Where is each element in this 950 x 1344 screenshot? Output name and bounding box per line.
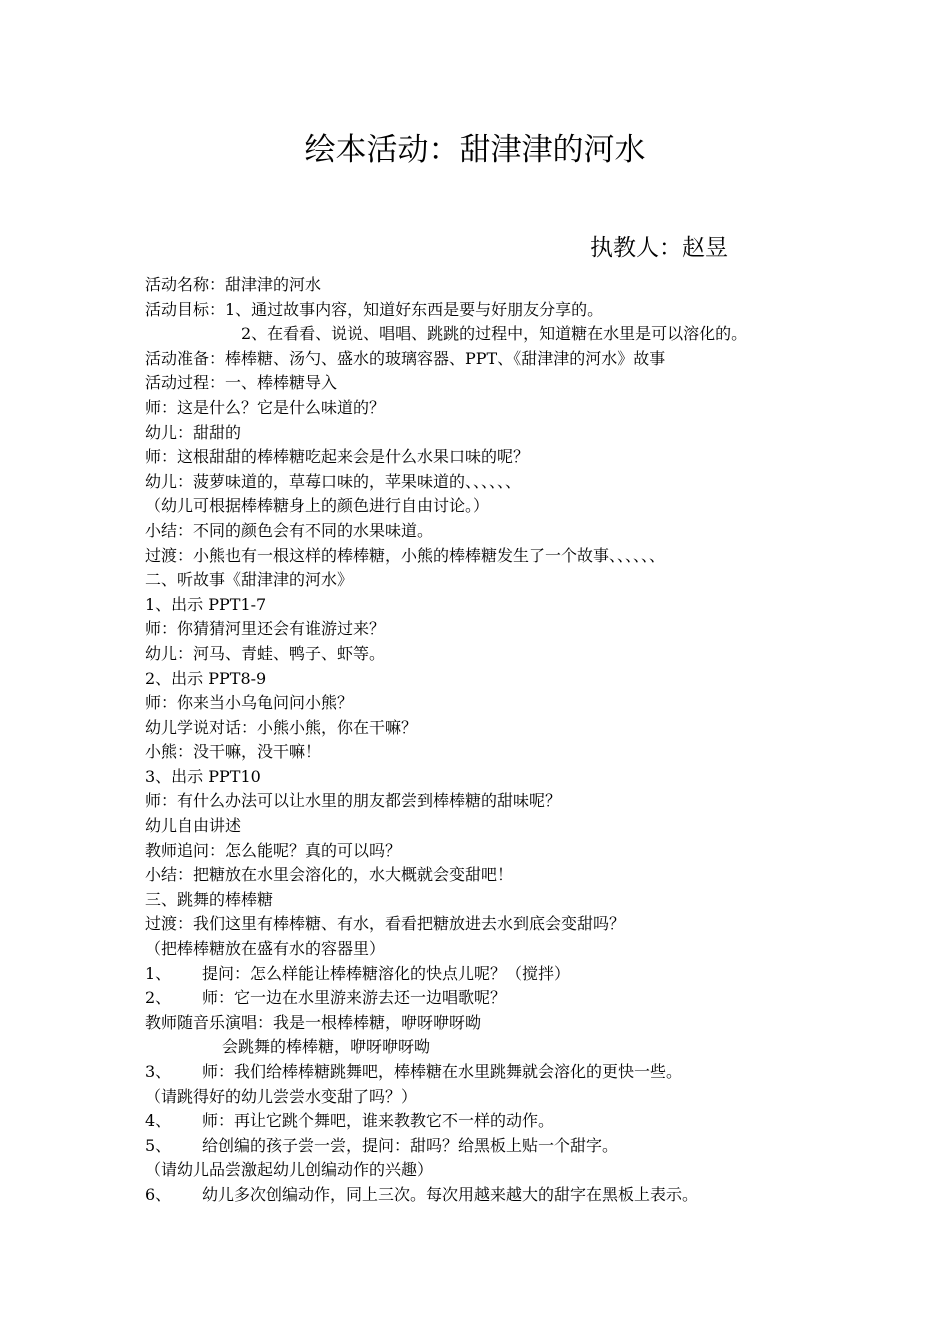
text-line: 幼儿：甜甜的 [145,422,242,442]
section-heading: 三、跳舞的棒棒糖 [145,889,274,909]
item-number: 3、 [145,1062,172,1081]
item-text: 幼儿多次创编动作，同上三次。每次用越来越大的甜字在黑板上表示。 [202,1184,699,1204]
numbered-item [145,986,935,1011]
text-line: 师：有什么办法可以让水里的朋友都尝到棒棒糖的甜味呢？ [145,791,562,811]
numbered-item [145,1109,935,1134]
numbered-item [145,1183,935,1208]
activity-process: 活动过程：一、棒棒糖导入 [145,373,338,393]
item-number: 2、 [145,988,172,1008]
text-line: 小熊：没干嘛，没干嘛！ [145,742,322,762]
item-text: 师：它一边在水里游来游去还一边唱歌呢？ [202,988,507,1008]
text-line: 教师随音乐演唱：我是一根棒棒糖，咿呀咿呀呦 [145,1012,482,1032]
document-title: 绘本活动：甜津津的河水 [304,132,646,168]
text-line: 过渡：我们这里有棒棒糖、有水，看看把糖放进去水到底会变甜吗？ [145,914,626,934]
numbered-item [145,962,935,987]
activity-preparation: 活动准备：棒棒糖、汤勺、盛水的玻璃容器、PPT、《甜津津的河水》故事 [145,348,666,368]
text-line: 幼儿学说对话：小熊小熊，你在干嘛？ [145,717,418,737]
text-line: 幼儿：河马、青蛙、鸭子、虾等。 [145,643,386,663]
text-line: 1、出示 PPT1-7 [145,594,267,614]
text-line: 过渡：小熊也有一根这样的棒棒糖，小熊的棒棒糖发生了一个故事、、、、、、 [145,545,666,565]
item-number: 4、 [145,1111,172,1131]
text-line: 小结：不同的颜色会有不同的水果味道。 [145,520,434,540]
numbered-item [145,1060,935,1085]
activity-name: 活动名称：甜津津的河水 [145,275,322,294]
item-text: 给创编的孩子尝一尝，提问：甜吗？给黑板上贴一个甜字。 [202,1135,619,1155]
teacher-name: 执教人：赵昱 [590,235,728,261]
text-line: （请幼儿品尝激起幼儿创编动作的兴趣） [145,1160,434,1180]
text-line: （幼儿可根据棒棒糖身上的颜色进行自由讨论。） [145,496,490,516]
text-line: 2、出示 PPT8-9 [145,668,267,688]
activity-goal-2: 2、在看看、说说、唱唱、跳跳的过程中，知道糖在水里是可以溶化的。 [241,324,748,344]
text-line: （把棒棒糖放在盛有水的容器里） [145,939,386,959]
text-line: 小结：把糖放在水里会溶化的，水大概就会变甜吧！ [145,865,514,885]
text-line: 师：你来当小乌龟问问小熊？ [145,693,354,713]
text-line: 3、出示 PPT10 [145,766,261,786]
text-line: （请跳得好的幼儿尝尝水变甜了吗？） [145,1086,418,1106]
document-body [145,273,935,1208]
item-text: 师：我们给棒棒糖跳舞吧，棒棒糖在水里跳舞就会溶化的更快一些。 [202,1062,683,1081]
text-line: 幼儿：菠萝味道的，草莓口味的，苹果味道的、、、、、、 [145,471,522,491]
text-line: 师：你猜猜河里还会有谁游过来？ [145,619,386,639]
numbered-item [145,1134,935,1159]
text-line: 师：这根甜甜的棒棒糖吃起来会是什么水果口味的呢？ [145,447,530,467]
section-heading: 二、听故事《甜津津的河水》 [145,570,354,590]
activity-goal-1: 活动目标：1、通过故事内容，知道好东西是要与好朋友分享的。 [145,299,604,319]
item-text: 师：再让它跳个舞吧，谁来教教它不一样的动作。 [202,1111,555,1131]
text-line: 会跳舞的棒棒糖，咿呀咿呀呦 [222,1037,431,1057]
item-text: 提问：怎么样能让棒棒糖溶化的快点儿呢？（搅拌） [202,963,571,983]
text-line: 教师追问：怎么能呢？真的可以吗？ [145,840,402,860]
item-number: 5、 [145,1135,172,1155]
item-number: 6、 [145,1184,172,1204]
text-line: 幼儿自由讲述 [145,816,242,836]
text-line: 师：这是什么？它是什么味道的？ [145,397,386,417]
item-number: 1、 [145,963,172,983]
